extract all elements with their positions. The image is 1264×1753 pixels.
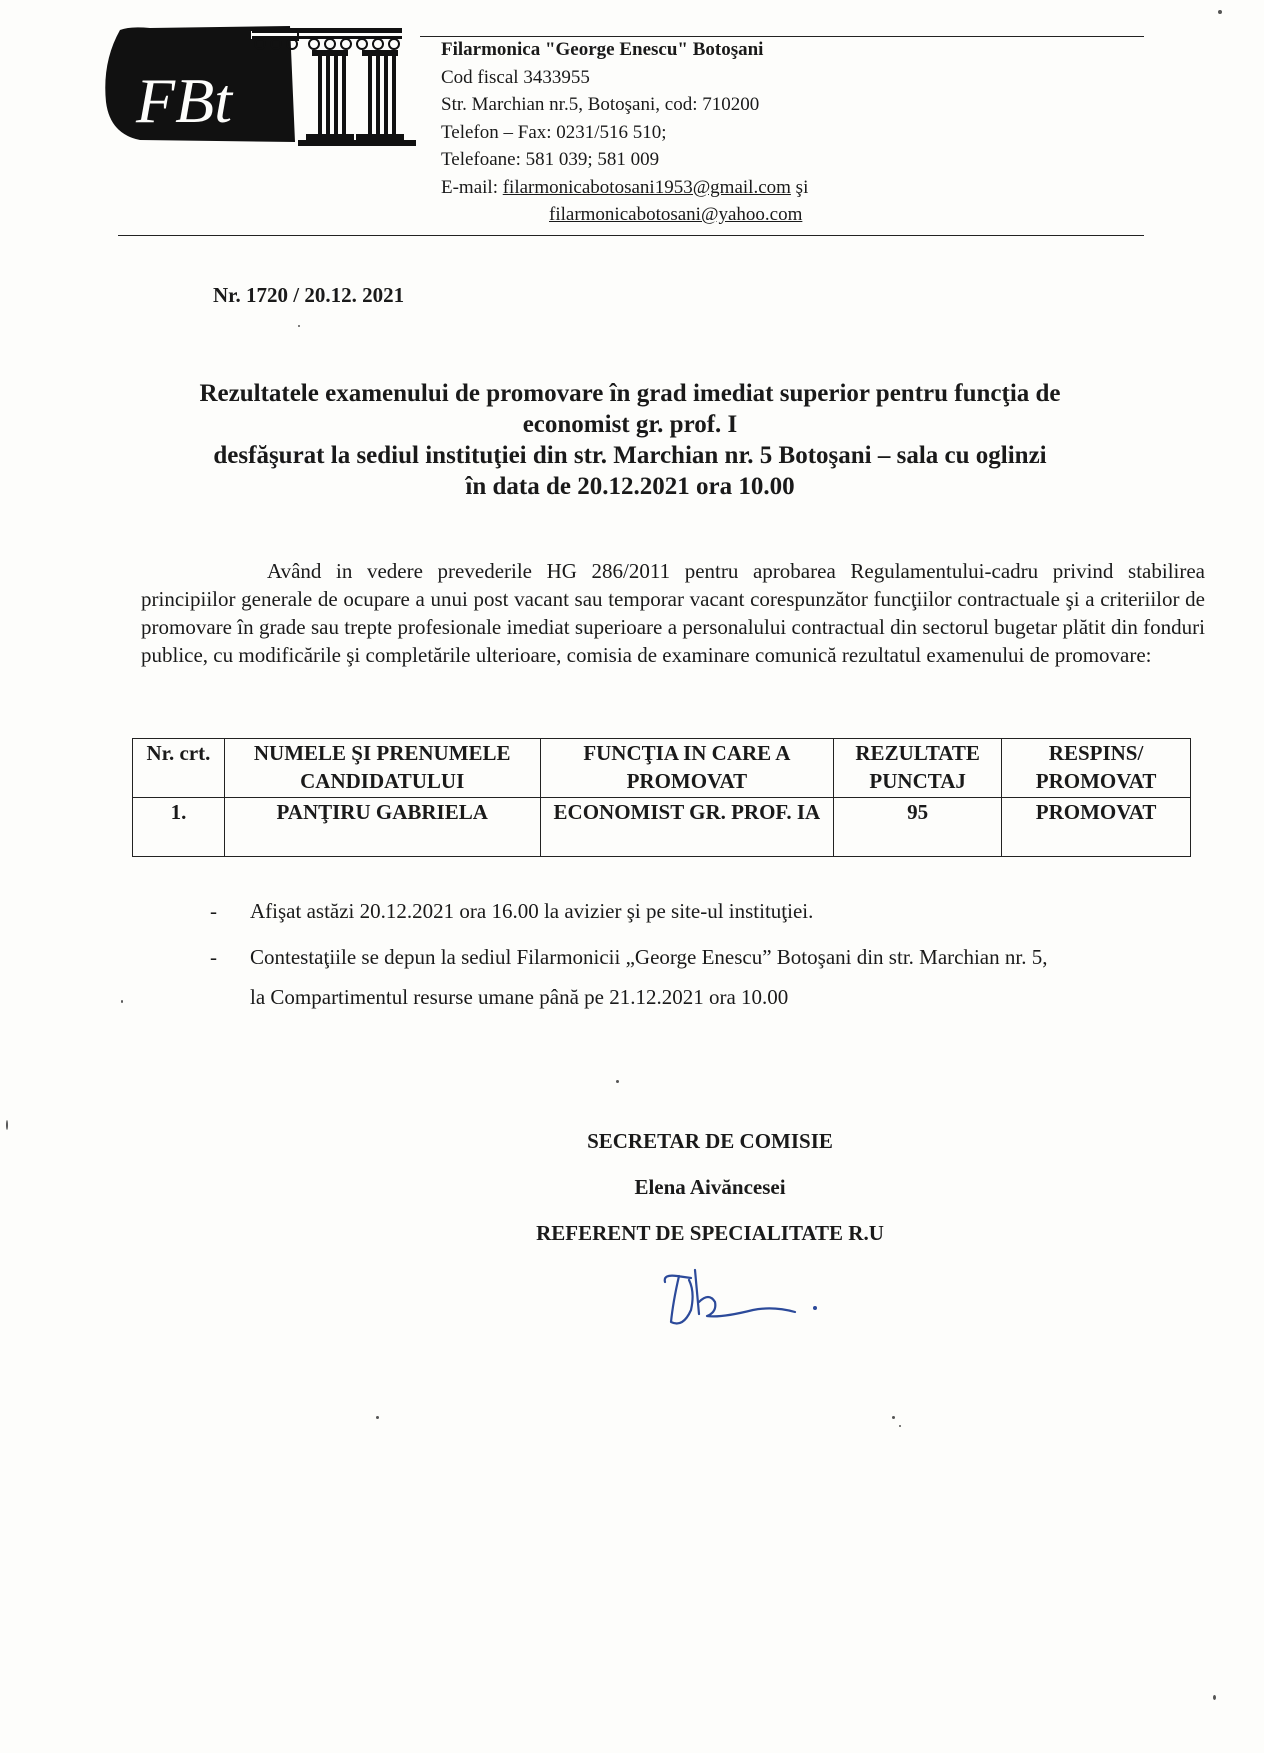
document-number: Nr. 1720 / 20.12. 2021 (213, 283, 405, 307)
scan-speck (376, 1416, 379, 1419)
scan-speck (899, 1425, 901, 1427)
email-line (441, 174, 808, 202)
note-1-text: Afişat astăzi 20.12.2021 ora 16.00 la avizier şi pe site-ul instituţiei. (250, 899, 814, 923)
signatory-name: Elena Aivăncesei (634, 1175, 786, 1199)
scan-speck (892, 1416, 895, 1419)
col-header-score: REZULTATE PUNCTAJ (834, 739, 1002, 798)
cell-nr: 1. (133, 798, 225, 857)
document-title (120, 378, 1140, 502)
signatory-role: SECRETAR DE COMISIE (587, 1129, 833, 1153)
filarmonica-logo (100, 22, 420, 148)
col-header-nr: Nr. crt. (133, 739, 225, 798)
list-item (210, 939, 1210, 1019)
email-link-gmail[interactable]: filarmonicabotosani1953@gmail.com (502, 176, 791, 198)
logo-monogram: FBt (136, 65, 232, 136)
cell-score: 95 (834, 798, 1002, 857)
scan-speck (1213, 1695, 1216, 1700)
scan-speck (6, 1120, 8, 1130)
handwritten-signature (655, 1262, 825, 1342)
title-line-2: economist gr. prof. I (522, 411, 738, 438)
email-and: şi (790, 176, 809, 198)
title-line-4: în data de 20.12.2021 ora 10.00 (465, 473, 795, 500)
header-contact-block (441, 36, 808, 229)
scan-speck (1218, 10, 1222, 14)
email-label: E-mail: (441, 176, 503, 198)
fiscal-code: Cod fiscal 3433955 (441, 66, 590, 88)
address: Str. Marchian nr.5, Botoşani, cod: 710200 (441, 94, 760, 115)
bullet-dash: - (210, 899, 217, 923)
signatory-block (460, 1118, 960, 1256)
scan-speck (298, 325, 300, 327)
bullet-dash: - (210, 945, 217, 969)
notes-list (210, 893, 1210, 1019)
scan-speck (121, 1000, 123, 1003)
col-header-status: RESPINS/ PROMOVAT (1002, 739, 1191, 798)
signatory-position: REFERENT DE SPECIALITATE R.U (536, 1221, 884, 1245)
col-header-name: NUMELE ŞI PRENUMELE CANDIDATULUI (224, 739, 540, 798)
phones: Telefoane: 581 039; 581 009 (441, 149, 660, 170)
table-header-row (133, 739, 1191, 798)
scan-speck (616, 1080, 619, 1083)
note-2-line-2: la Compartimentul resurse umane până pe 21.12.2021 ora 10.00 (250, 985, 789, 1009)
header-rule-bottom (118, 235, 1144, 236)
title-line-3: desfăşurat la sediul instituţiei din str. Marchian nr. 5 Botoşani – sala cu oglinzi (213, 442, 1047, 469)
paragraph-text: Având in vedere prevederile HG 286/2011 pentru aprobarea Regulamentului-cadru privind stabilirea principiilor generale de ocupare a unui post vacant sau temporar vacant corespunzător funcţiilor contractuale şi a criteriilor de promovare în grade sau trepte profesionale imediat superioare a personalului contractual din sectorul bugetar plătit din fonduri publice, cu modificările şi completările ulterioare, comisia de examinare comunică rezultatul examenului de promovare: (141, 559, 1205, 667)
phone-fax: Telefon – Fax: 0231/516 510; (441, 121, 667, 143)
col-header-function: FUNCŢIA IN CARE A PROMOVAT (540, 739, 834, 798)
cell-status: PROMOVAT (1002, 798, 1191, 857)
title-line-1: Rezultatele examenului de promovare în grad imediat superior pentru funcţia de (199, 380, 1061, 407)
results-table (132, 738, 1191, 857)
cell-function: ECONOMIST GR. PROF. IA (540, 798, 834, 857)
table-row (133, 798, 1191, 857)
cell-name: PANŢIRU GABRIELA (224, 798, 540, 857)
body-paragraph (141, 557, 1205, 669)
email-link-yahoo[interactable]: filarmonicabotosani@yahoo.com (549, 204, 803, 225)
note-2-line-1: Contestaţiile se depun la sediul Filarmonicii „George Enescu” Botoşani din str. Marchian nr. 5, (250, 945, 1048, 969)
org-name: Filarmonica "George Enescu" Botoşani (441, 39, 764, 60)
list-item (210, 893, 1210, 929)
